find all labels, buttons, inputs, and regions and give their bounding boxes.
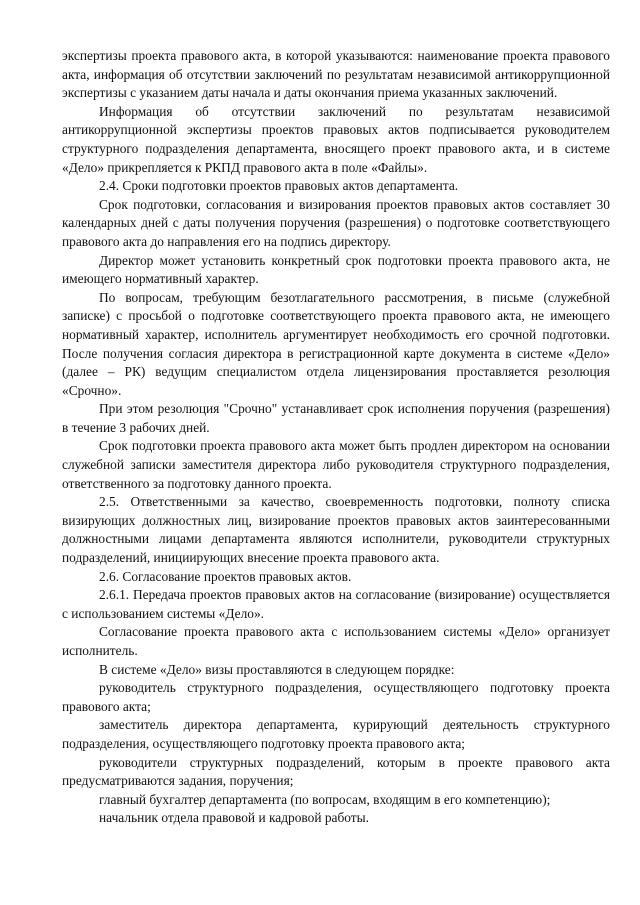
paragraph-director-term: Директор может установить конкретный срок подготовки проекта правового акта, не имеющего нормативный характер. — [62, 252, 610, 287]
paragraph-approval-organizer: Согласование проекта правового акта с использованием системы «Дело» организует исполнитель. — [62, 624, 610, 658]
paragraph-urgent-issues: По вопросам, требующим безотлагательного рассмотрения, в письме (служебной записке) с просьбой о подготовке соответствующего проекта правового акта, не имеющего нормативный характер, исполнитель аргументирует необходимость его срочной подготовки. После получения согласия директора в регистрационной карте документа в системе «Дело» (далее – РК) ведущим специалистом отдела лицензирования проставляется резолюция «Срочно». — [62, 289, 610, 398]
section-2-6-1-transfer: 2.6.1. Передача проектов правовых актов на согласование (визирование) осуществляется с использованием системы «Дело». — [62, 587, 610, 621]
visa-list-item-1: руководитель структурного подразделения, осуществляющего подготовку проекта правового акта; — [62, 680, 610, 714]
paragraph-visa-order-intro: В системе «Дело» визы проставляются в следующем порядке: — [99, 661, 455, 677]
paragraph-expertise-continuation: экспертизы проекта правового акта, в которой указываются: наименование проекта правового акта, информация об отсутствии заключений по результатам независимой антикоррупционной экспертизы с указанием даты начала и даты окончания приема указанных заключений. — [62, 48, 610, 101]
document-page — [62, 47, 610, 828]
visa-list-item-5: начальник отдела правовой и кадровой работы. — [99, 810, 370, 826]
visa-list-item-3: руководители структурных подразделений, которым в проекте правового акта предусматриваются задания, поручения; — [62, 754, 610, 789]
paragraph-urgent-resolution: При этом резолюция "Срочно" устанавливает срок исполнения поручения (разрешения) в течение 3 рабочих дней. — [62, 401, 610, 435]
section-heading-2-6: 2.6. Согласование проектов правовых актов. — [99, 568, 352, 584]
paragraph-no-conclusions-info: Информация об отсутствии заключений по результатам независимой антикоррупционной экспертизы проектов правовых актов подписывается руководителем структурного подразделения департамента, вносящего проект правового акта, и в системе «Дело» прикрепляется к РКПД правового акта в поле «Файлы». — [62, 103, 610, 175]
paragraph-term-extension: Срок подготовки проекта правового акта может быть продлен директором на основании служебной записки заместителя директора либо руководителя структурного подразделения, ответственного за подготовку данного проекта. — [62, 438, 610, 491]
section-heading-2-4: 2.4. Сроки подготовки проектов правовых актов департамента. — [99, 178, 459, 194]
paragraph-preparation-term: Срок подготовки, согласования и визирования проектов правовых актов составляет 30 календарных дней с даты получения поручения (разрешения) о подготовке соответствующего правового акта до направления его на подпись директору. — [62, 196, 610, 249]
visa-list-item-4: главный бухгалтер департамента (по вопросам, входящим в его компетенцию); — [99, 791, 551, 807]
visa-list-item-2: заместитель директора департамента, курирующий деятельность структурного подразделения, осуществляющего подготовку проекта правового акта; — [62, 717, 610, 751]
section-2-5-responsibility: 2.5. Ответственными за качество, своевременность подготовки, полноту списка визирующих должностных лиц, визирование проектов правовых актов заинтересованными должностными лицами департамента являются исполнители, руководители структурных подразделений, инициирующих внесение проекта правового акта. — [62, 494, 610, 566]
